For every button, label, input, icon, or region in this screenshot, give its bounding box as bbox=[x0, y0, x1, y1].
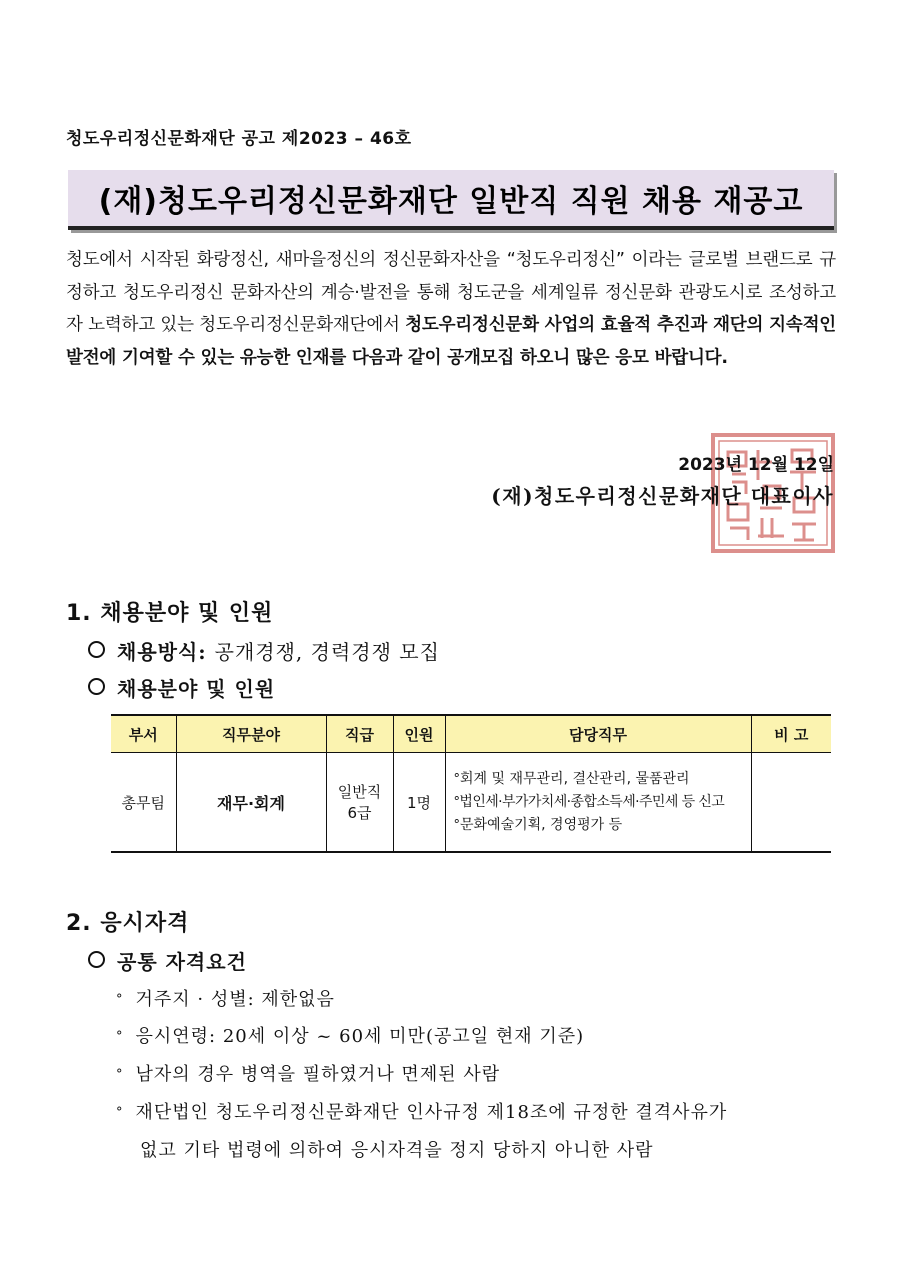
intro-bold-text: 청도우리정신문화 사업의 효율적 추진과 재단의 지속적인 발전에 기여할 수 있는 유능한 인재를 다음과 같이 공개모집 하오니 많은 응모 바랍니다. bbox=[66, 315, 836, 368]
cell-grade bbox=[326, 753, 393, 853]
requirement-item bbox=[116, 1022, 584, 1048]
job-table bbox=[111, 714, 831, 853]
requirement-text: 응시연령: 20세 이상 ~ 60세 미만(공고일 현재 기준) bbox=[135, 1026, 585, 1047]
table-header-row bbox=[111, 715, 831, 753]
cell-count: 1명 bbox=[393, 753, 445, 853]
recruit-method-value: 공개경쟁, 경력경쟁 모집 bbox=[214, 640, 440, 664]
notice-number: 청도우리정신문화재단 공고 제2023 – 46호 bbox=[66, 129, 412, 149]
common-requirements-label: 공통 자격요건 bbox=[117, 950, 247, 974]
section2-heading: 2. 응시자격 bbox=[66, 911, 190, 936]
common-requirements-line bbox=[88, 946, 247, 975]
header-count: 인원 bbox=[393, 715, 445, 753]
grade-line1: 일반직 bbox=[337, 783, 382, 801]
recruit-method bbox=[88, 636, 440, 665]
intro-paragraph bbox=[66, 244, 836, 374]
small-circle-bullet-icon: ° bbox=[116, 1029, 124, 1044]
small-circle-bullet-icon: ° bbox=[116, 992, 124, 1007]
duty-item: ° 문화예술기획, 경영평가 등 bbox=[454, 814, 750, 837]
cell-duties bbox=[445, 753, 751, 853]
requirement-text: 재단법인 청도우리정신문화재단 인사규정 제18조에 규정한 결격사유가 bbox=[135, 1102, 728, 1123]
circle-bullet-icon bbox=[88, 678, 105, 695]
header-note: 비 고 bbox=[751, 715, 831, 753]
page-title: (재)청도우리정신문화재단 일반직 직원 채용 재공고 bbox=[98, 184, 804, 219]
intro-text: 청도에서 시작된 화랑정신, 새마을정신의 정신문화자산을 “청도우리정신” 이라는 글로벌 브랜드로 규정하고 청도우리정신 문화자산의 계승·발전을 통해 청도군을 세계일류 정신문화 관광도시로 조성하고자 노력하고 있는 청도우리정신문화재단에서 bbox=[66, 250, 836, 335]
requirement-text: 거주지 · 성별: 제한없음 bbox=[135, 989, 335, 1010]
title-banner bbox=[68, 170, 834, 230]
requirement-continuation: 없고 기타 법령에 의하여 응시자격을 정지 당하지 아니한 사람 bbox=[140, 1140, 654, 1161]
duty-item: ° 법인세·부가가치세·종합소득세·주민세 등 신고 bbox=[454, 791, 750, 814]
cell-field: 재무·회계 bbox=[176, 753, 326, 853]
signer: (재)청도우리정신문화재단 대표이사 bbox=[491, 484, 834, 508]
cell-dept: 총무팀 bbox=[111, 753, 176, 853]
announcement-date: 2023년 12월 12일 bbox=[678, 455, 834, 475]
circle-bullet-icon bbox=[88, 951, 105, 968]
small-circle-bullet-icon: ° bbox=[116, 1067, 124, 1082]
header-dept: 부서 bbox=[111, 715, 176, 753]
requirement-item bbox=[116, 1060, 500, 1086]
requirement-item bbox=[116, 985, 335, 1011]
circle-bullet-icon bbox=[88, 641, 105, 658]
recruit-field-label-line bbox=[88, 673, 275, 702]
grade-line2: 6급 bbox=[347, 804, 372, 822]
section1-heading: 1. 채용분야 및 인원 bbox=[66, 601, 274, 626]
recruit-method-label: 채용방식: bbox=[117, 640, 207, 664]
header-grade: 직급 bbox=[326, 715, 393, 753]
header-field: 직무분야 bbox=[176, 715, 326, 753]
table-row bbox=[111, 753, 831, 853]
small-circle-bullet-icon: ° bbox=[116, 1105, 124, 1120]
duty-item: ° 회계 및 재무관리, 결산관리, 물품관리 bbox=[454, 768, 750, 791]
requirement-text: 남자의 경우 병역을 필하였거나 면제된 사람 bbox=[135, 1064, 501, 1085]
recruit-field-label: 채용분야 및 인원 bbox=[117, 677, 276, 701]
requirement-item bbox=[116, 1098, 727, 1124]
header-duties: 담당직무 bbox=[445, 715, 751, 753]
cell-note bbox=[751, 753, 831, 853]
